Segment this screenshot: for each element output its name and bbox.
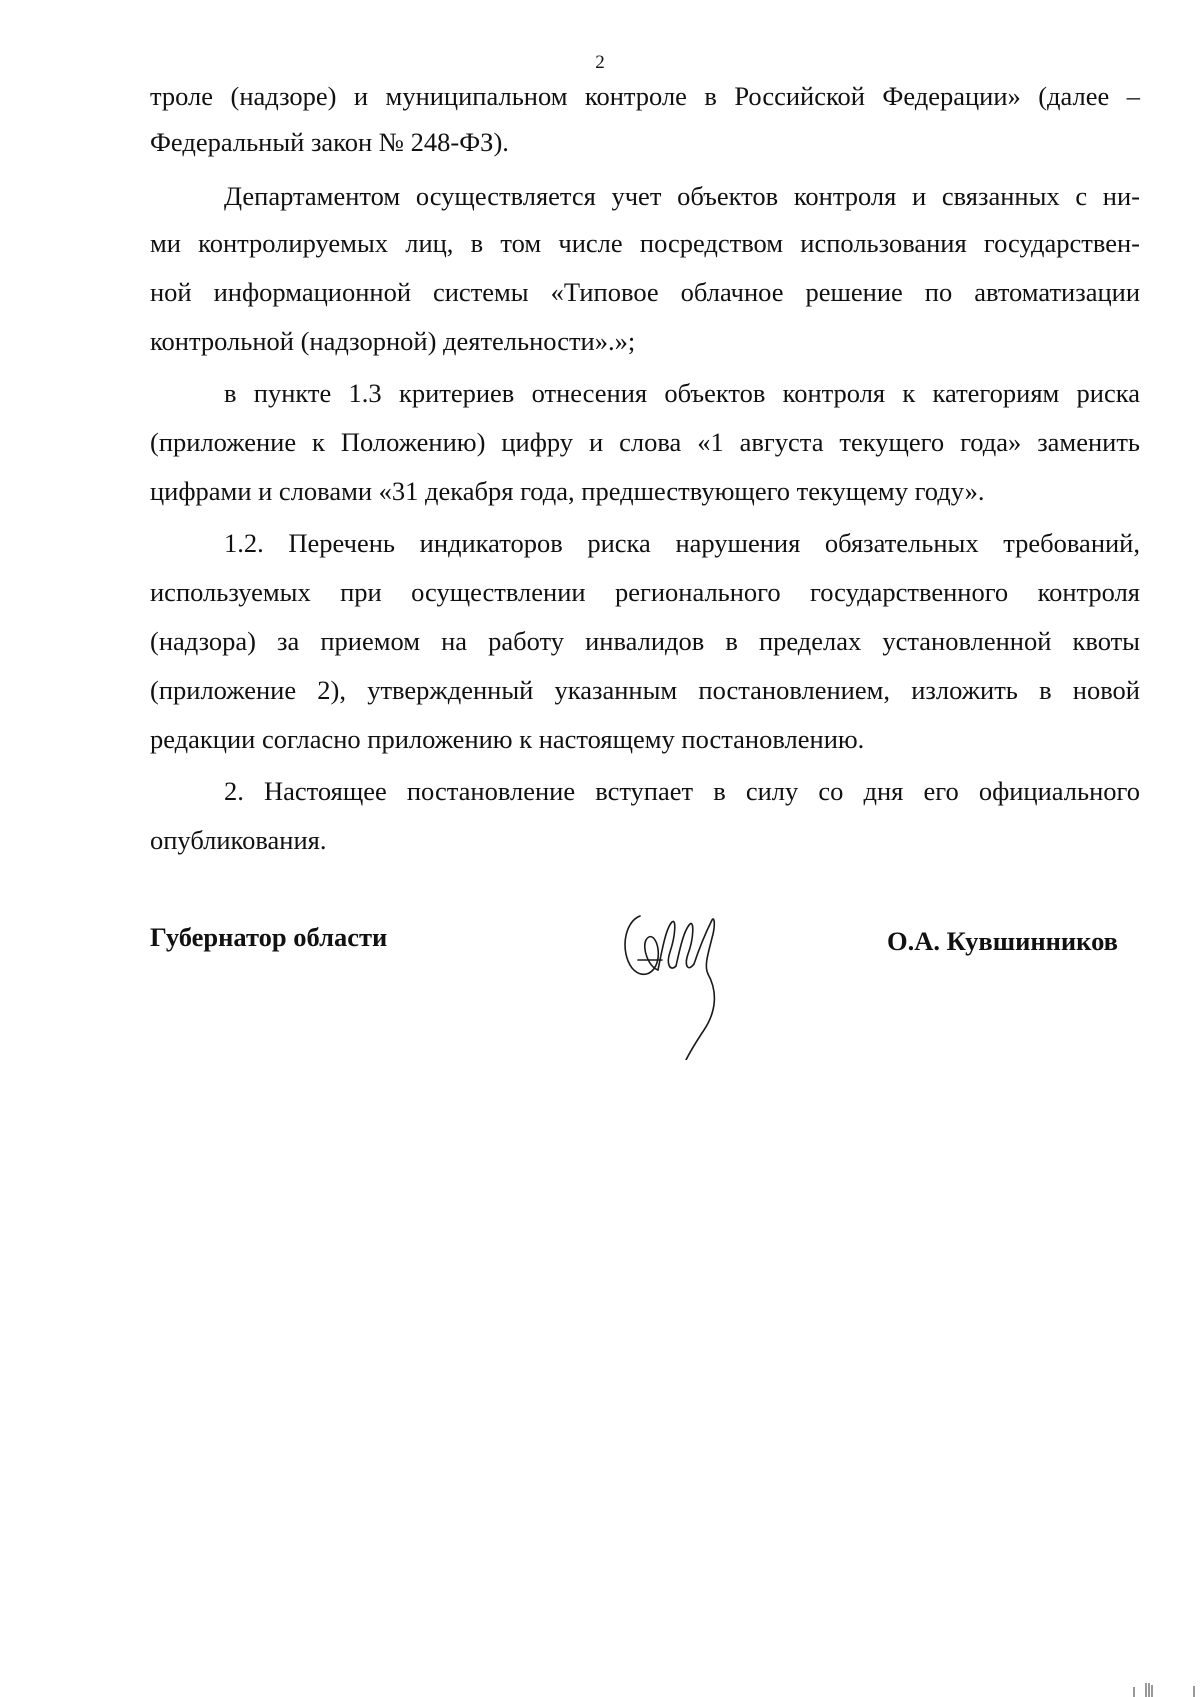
body-line: ной информационной системы «Типовое облачное решение по автоматизации [150,277,1140,307]
body-line: троле (надзоре) и муниципальном контроле в Российской Федерации» (далее – [150,81,1140,111]
signatory-title: Губернатор области [150,922,388,952]
body-line: цифрами и словами «31 декабря года, предшествующего текущему году». [150,476,985,506]
body-line: Федеральный закон № 248-ФЗ). [150,127,509,157]
body-line: (приложение 2), утвержденный указанным постановлением, изложить в новой [150,675,1140,705]
handwritten-signature [618,900,738,1060]
body-line: используемых при осуществлении регионального государственного контроля [150,577,1140,607]
body-line: опубликования. [150,825,327,855]
body-line: 1.2. Перечень индикаторов риска нарушения обязательных требований, [224,528,1140,558]
signatory-name: О.А. Кувшинников [886,926,1118,956]
body-line: в пункте 1.3 критериев отнесения объектов контроля к категориям риска [224,378,1140,408]
scan-edge-marks [1130,1680,1200,1697]
body-line: ми контролируемых лиц, в том числе посредством использования государствен- [150,228,1140,258]
body-line: редакции согласно приложению к настоящему постановлению. [150,724,865,754]
body-line: 2. Настоящее постановление вступает в силу со дня его официального [224,776,1140,806]
page-number: 2 [595,52,605,73]
body-line: (приложение к Положению) цифру и слова «1 августа текущего года» заменить [150,427,1140,457]
body-line: Департаментом осуществляется учет объектов контроля и связанных с ни- [224,181,1140,211]
body-line: (надзора) за приемом на работу инвалидов в пределах установленной квоты [150,626,1140,656]
body-line: контрольной (надзорной) деятельности».»; [150,326,636,356]
